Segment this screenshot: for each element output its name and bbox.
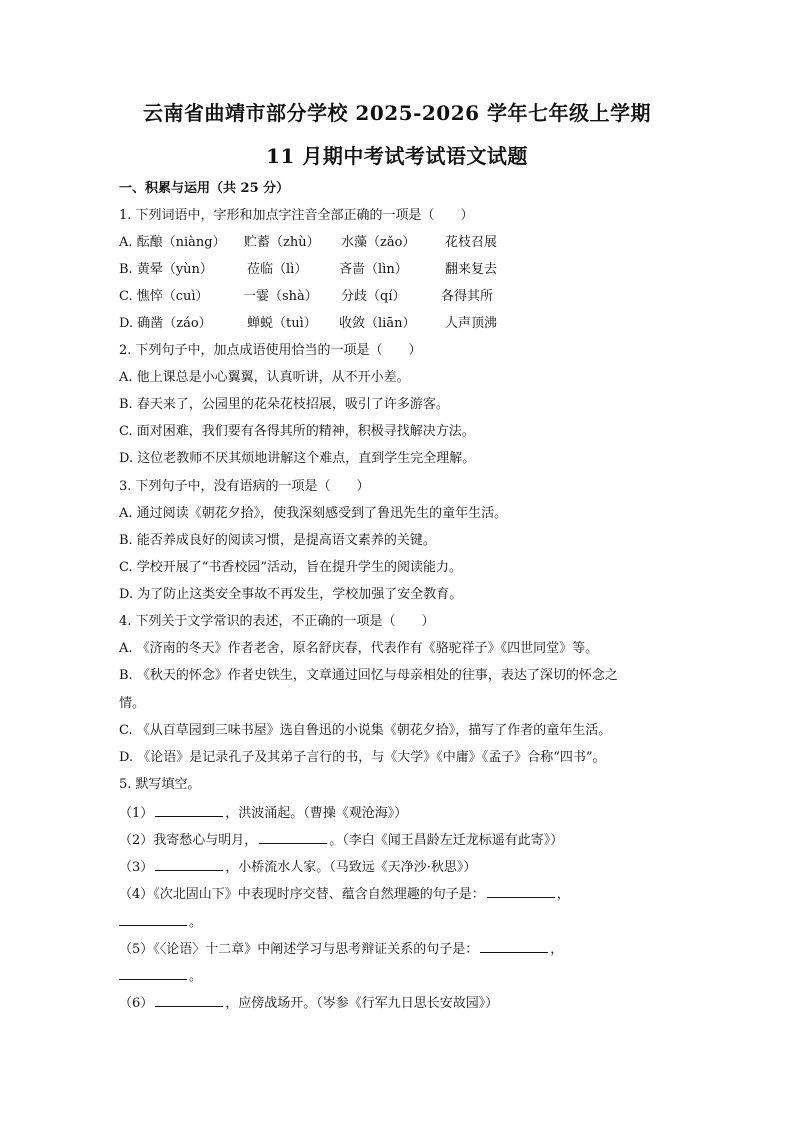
q1-b-word4: 翻来复去 (445, 262, 498, 277)
q5-4-end: 。 (189, 915, 203, 930)
q5-item-4 (119, 884, 570, 904)
q3-option-a: A. 通过阅读《朝花夕拾》，使我深刻感受到了鲁迅先生的童年生活。 (119, 506, 508, 521)
q4-option-a: A. 《济南的冬天》作者老舍，原名舒庆春，代表作有《骆驼祥子》《四世同堂》等。 (119, 641, 599, 656)
q5-item-6 (119, 993, 498, 1013)
q1-option-d (119, 315, 497, 333)
answer-blank[interactable] (487, 884, 555, 898)
q5-4-text: （4）《次北固山下》中表现时序交替、蕴含自然理趣的句子是： (119, 887, 485, 902)
q5-1-suffix: ，洪波涌起。（曹操《观沧海》） (225, 806, 408, 821)
answer-blank[interactable] (119, 912, 187, 926)
q1-c-word1: C. 憔悴（cuì） (119, 289, 209, 304)
q1-b-word2: 莅临（lì） (247, 262, 308, 277)
q5-6-prefix: （6） (119, 996, 154, 1011)
q1-c-word3: 分歧（qí） (341, 289, 406, 304)
q5-item-2 (119, 830, 563, 850)
q5-item-4-cont (119, 912, 202, 932)
q5-4-sep: ， (556, 887, 570, 902)
q1-option-a (119, 234, 497, 252)
q5-item-1 (119, 803, 407, 823)
q3-option-b: B. 能否养成良好的阅读习惯，是提高语文素养的关键。 (119, 533, 436, 548)
q4-option-d: D. 《论语》是记录孔子及其弟子言行的书，与《大学》《中庸》《孟子》合称“四书”。 (119, 750, 606, 765)
q1-a-word1: A. 酝酿（niàng） (119, 235, 226, 250)
q2-option-c: C. 面对困难，我们要有各得其所的精神，积极寻找解决方法。 (119, 424, 475, 439)
q2-option-a: A. 他上课总是小心翼翼，认真听讲，从不开小差。 (119, 370, 410, 385)
q4-option-b: B. 《秋天的怀念》作者史铁生，文章通过回忆与母亲相处的往事，表达了深切的怀念之 (119, 668, 618, 683)
answer-blank[interactable] (155, 857, 223, 871)
q5-5-sep: ， (550, 942, 564, 957)
q4-stem: 4. 下列关于文学常识的表述，不正确的一项是（ ） (119, 614, 435, 629)
q1-a-word2: 贮蓄（zhù） (244, 235, 320, 250)
q1-option-b (119, 261, 497, 279)
q5-2-prefix: （2）我寄愁心与明月， (119, 833, 258, 848)
q3-option-c: C. 学校开展了“书香校园”活动，旨在提升学生的阅读能力。 (119, 560, 463, 575)
section-heading: 一、积累与运用（共 25 分） (119, 181, 290, 196)
answer-blank[interactable] (480, 939, 548, 953)
q5-item-5-cont (119, 966, 202, 986)
q4-option-b-cont: 情。 (119, 696, 146, 711)
q1-option-c (119, 288, 493, 306)
answer-blank[interactable] (119, 966, 187, 980)
q1-d-word1: D. 确凿（záo） (119, 316, 212, 331)
q1-d-word3: 收敛（liān） (339, 316, 416, 331)
q5-3-suffix: ，小桥流水人家。（马致远《天净沙·秋思》） (225, 860, 477, 875)
q1-b-word3: 吝啬（lìn） (339, 262, 408, 277)
answer-blank[interactable] (259, 830, 327, 844)
q1-a-word4: 花枝召展 (445, 235, 498, 250)
q5-stem: 5. 默写填空。 (119, 777, 201, 792)
q1-stem: 1. 下列词语中，字形和加点字注音全部正确的一项是（ ） (119, 208, 474, 223)
q1-a-word3: 水藻（zǎo） (341, 235, 416, 250)
q1-d-word4: 人声顶沸 (445, 316, 498, 331)
q3-stem: 3. 下列句子中，没有语病的一项是（ ） (119, 479, 370, 494)
q5-5-end: 。 (189, 969, 203, 984)
exam-title-line2: 11 月期中考试考试语文试题 (266, 144, 528, 168)
q5-3-prefix: （3） (119, 860, 154, 875)
q5-item-5 (119, 939, 563, 959)
q1-d-word2: 蝉蜕（tuì） (247, 316, 317, 331)
q5-2-suffix: 。（李白《闻王昌龄左迁龙标遥有此寄》） (329, 833, 564, 848)
q4-option-c: C. 《从百草园到三味书屋》选自鲁迅的小说集《朝花夕拾》，描写了作者的童年生活。 (119, 723, 612, 738)
answer-blank[interactable] (155, 803, 223, 817)
q2-option-d: D. 这位老教师不厌其烦地讲解这个难点，直到学生完全理解。 (119, 451, 476, 466)
q5-5-text: （5）《〈论语〉十二章》中阐述学习与思考辩证关系的句子是： (119, 942, 479, 957)
answer-blank[interactable] (155, 993, 223, 1007)
q2-option-b: B. 春天来了，公园里的花朵花枝招展，吸引了许多游客。 (119, 397, 449, 412)
q1-c-word2: 一霎（shà） (243, 289, 318, 304)
q3-option-d: D. 为了防止这类安全事故不再发生，学校加强了安全教育。 (119, 587, 463, 602)
q5-1-prefix: （1） (119, 806, 154, 821)
q5-item-3 (119, 857, 476, 877)
q1-c-word4: 各得其所 (441, 289, 494, 304)
exam-title-line1: 云南省曲靖市部分学校 2025-2026 学年七年级上学期 (142, 101, 652, 125)
q1-b-word1: B. 黄晕（yùn） (119, 262, 213, 277)
q5-6-suffix: ，应傍战场开。（岑参《行军九日思长安故园》） (225, 996, 499, 1011)
q2-stem: 2. 下列句子中，加点成语使用恰当的一项是（ ） (119, 343, 422, 358)
